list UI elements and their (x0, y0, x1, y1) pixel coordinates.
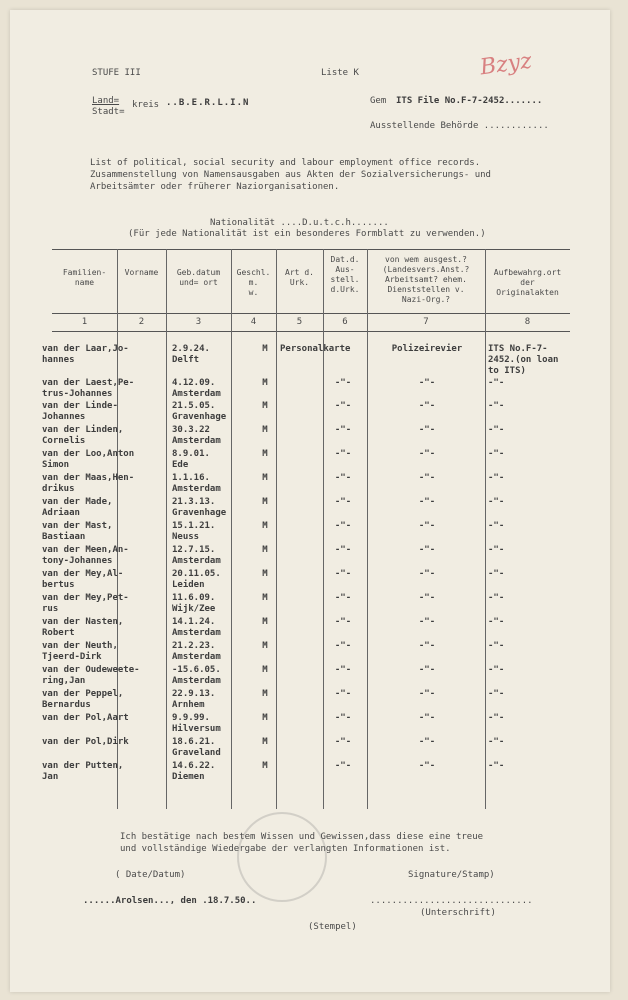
col-divider-7 (485, 249, 486, 809)
cell-name: van der Linden, Cornelis (42, 425, 124, 446)
col-header-ausgestellt: von wem ausgest.? (Landesvers.Anst.? Arbeitsamt? ehem. Dienststellen v. Nazi-Org.? (382, 255, 470, 304)
cell-date: -"- (334, 473, 352, 483)
cell-location: -"- (488, 641, 505, 651)
cell-location: -"- (488, 497, 505, 507)
confirm-line2: und vollständige Wiedergabe der verlangten Informationen ist. (120, 844, 451, 854)
title-line1: List of political, social security and labour employment office records. (90, 158, 481, 168)
cell-birth: 12.7.15. Amsterdam (172, 545, 221, 566)
cell-name: van der Laest,Pe- trus-Johannes (42, 378, 135, 399)
cell-sex: M (262, 593, 268, 603)
cell-birth: 14.6.22. Diemen (172, 761, 216, 782)
cell-issuer: -"- (418, 665, 436, 675)
cell-sex: M (262, 344, 268, 354)
table-top-rule (52, 249, 570, 250)
cell-birth: 18.6.21. Graveland (172, 737, 221, 758)
liste-label: Liste K (321, 68, 359, 78)
cell-date: -"- (334, 593, 352, 603)
cell-birth: 9.9.99. Hilversum (172, 713, 221, 734)
col-divider-6 (367, 249, 368, 809)
stufe-label: STUFE III (92, 68, 141, 78)
cell-birth: 30.3.22 Amsterdam (172, 425, 221, 446)
kreis-label: kreis (132, 100, 160, 110)
cell-name: van der Linde- Johannes (42, 401, 118, 422)
cell-birth: 21.2.23. Amsterdam (172, 641, 221, 662)
cell-issuer: -"- (418, 617, 436, 627)
col-header-geschlecht: Geschl. m. w. (236, 268, 271, 297)
nationality-label: Nationalität ....D.u.t.c.h....... (210, 218, 389, 228)
col-header-vorname: Vorname (124, 268, 159, 277)
cell-sex: M (262, 689, 268, 699)
cell-sex: M (262, 545, 268, 555)
cell-date: -"- (334, 689, 352, 699)
cell-name: van der Putten, Jan (42, 761, 124, 782)
cell-sex: M (262, 473, 268, 483)
cell-issuer: -"- (418, 473, 436, 483)
table-number-rule (52, 331, 570, 332)
stadt-label: Stadt= (92, 107, 125, 117)
cell-location: -"- (488, 473, 505, 483)
cell-location: -"- (488, 689, 505, 699)
col-header-familienname: Familien- name (62, 268, 107, 287)
cell-issuer: -"- (418, 425, 436, 435)
cell-sex: M (262, 449, 268, 459)
cell-name: van der Made, Adriaan (42, 497, 113, 518)
cell-birth: 15.1.21. Neuss (172, 521, 216, 542)
cell-sex: M (262, 497, 268, 507)
kreis-value: ..B.E.R.L.I.N (166, 98, 250, 108)
cell-location: ITS No.F-7- 2452.(on loan to ITS) (488, 344, 559, 376)
cell-date: -"- (334, 569, 352, 579)
cell-date: -"- (334, 713, 352, 723)
title-line3: Arbeitsämter oder früherer Naziorganisationen. (90, 182, 340, 192)
cell-birth: 1.1.16. Amsterdam (172, 473, 221, 494)
cell-date: -"- (334, 665, 352, 675)
cell-date: -"- (334, 401, 352, 411)
faded-stamp (237, 812, 327, 902)
cell-date: -"- (334, 449, 352, 459)
cell-date: -"- (334, 425, 352, 435)
cell-name: van der Mast, Bastiaan (42, 521, 113, 542)
cell-date: -"- (334, 497, 352, 507)
cell-birth: 11.6.09. Wijk/Zee (172, 593, 216, 614)
cell-issuer: -"- (418, 713, 436, 723)
cell-issuer: -"- (418, 689, 436, 699)
cell-art: Personalkarte (280, 344, 351, 354)
file-value: ITS File No.F-7-2452....... (396, 96, 543, 106)
cell-issuer: -"- (418, 545, 436, 555)
cell-name: van der Mey,Pet- rus (42, 593, 129, 614)
cell-issuer: -"- (418, 593, 436, 603)
cell-date: -"- (334, 378, 352, 388)
ausstellende-label: Ausstellende Behörde ............ (370, 121, 549, 131)
cell-name: van der Mey,Al- bertus (42, 569, 124, 590)
cell-name: van der Peppel, Bernardus (42, 689, 124, 710)
cell-issuer: -"- (418, 521, 436, 531)
col-divider-2 (166, 249, 167, 809)
cell-location: -"- (488, 665, 505, 675)
stempel-label: (Stempel) (308, 922, 357, 932)
col-number-3: 3 (195, 317, 202, 327)
handwritten-mark: Bzyz (478, 48, 534, 81)
cell-date: -"- (334, 545, 352, 555)
title-line2: Zusammenstellung von Namensausgaben aus Akten der Sozialversicherungs- und (90, 170, 491, 180)
cell-name: van der Loo,Anton Simon (42, 449, 135, 470)
col-number-5: 5 (296, 317, 303, 327)
cell-sex: M (262, 665, 268, 675)
cell-name: van der Meen,An- tony-Johannes (42, 545, 129, 566)
cell-sex: M (262, 761, 268, 771)
cell-name: van der Pol,Dirk (42, 737, 129, 747)
cell-birth: -15.6.05. Amsterdam (172, 665, 221, 686)
cell-location: -"- (488, 401, 505, 411)
col-header-aufbewahrung: Aufbewahrg.ort der Originalakten (493, 268, 562, 297)
cell-birth: 22.9.13. Arnhem (172, 689, 216, 710)
cell-location: -"- (488, 521, 505, 531)
cell-location: -"- (488, 545, 505, 555)
cell-name: van der Maas,Hen- drikus (42, 473, 135, 494)
cell-date: -"- (334, 737, 352, 747)
cell-location: -"- (488, 761, 505, 771)
cell-birth: 4.12.09. Amsterdam (172, 378, 221, 399)
cell-sex: M (262, 713, 268, 723)
signature-dots: .............................. (370, 896, 533, 906)
cell-issuer: -"- (418, 378, 436, 388)
place-date: ......Arolsen..., den .18.7.50.. (83, 896, 257, 906)
land-label: Land= (92, 96, 120, 106)
cell-issuer: -"- (418, 449, 436, 459)
date-label: ( Date/Datum) (115, 870, 186, 880)
col-divider-4 (276, 249, 277, 809)
cell-name: van der Laar,Jo- hannes (42, 344, 129, 365)
signature-label: Signature/Stamp) (408, 870, 495, 880)
cell-sex: M (262, 617, 268, 627)
col-number-4: 4 (250, 317, 257, 327)
document-page (10, 10, 610, 992)
cell-date: -"- (334, 641, 352, 651)
col-number-1: 1 (81, 317, 88, 327)
cell-issuer: -"- (418, 737, 436, 747)
cell-sex: M (262, 521, 268, 531)
cell-sex: M (262, 401, 268, 411)
cell-birth: 8.9.01. Ede (172, 449, 210, 470)
cell-location: -"- (488, 449, 505, 459)
cell-birth: 21.3.13. Gravenhage (172, 497, 227, 518)
confirm-line1: Ich bestätige nach bestem Wissen und Gewissen,dass diese eine treue (120, 832, 484, 842)
cell-name: van der Nasten, Robert (42, 617, 124, 638)
cell-location: -"- (488, 737, 505, 747)
col-header-datum: Dat.d. Aus- stell. d.Urk. (330, 255, 360, 294)
cell-sex: M (262, 569, 268, 579)
cell-date: -"- (334, 617, 352, 627)
cell-issuer: -"- (418, 569, 436, 579)
cell-location: -"- (488, 425, 505, 435)
col-number-6: 6 (342, 317, 348, 327)
col-header-geburt: Geb.datum und= ort (176, 268, 221, 287)
cell-location: -"- (488, 593, 505, 603)
col-number-2: 2 (138, 317, 145, 327)
unterschrift-label: (Unterschrift) (420, 908, 496, 918)
cell-location: -"- (488, 617, 505, 627)
cell-date: -"- (334, 761, 352, 771)
cell-name: van der Pol,Aart (42, 713, 129, 723)
cell-date: -"- (334, 521, 352, 531)
col-number-7: 7 (423, 317, 429, 327)
cell-birth: 21.5.05. Gravenhage (172, 401, 227, 422)
cell-sex: M (262, 641, 268, 651)
cell-location: -"- (488, 569, 505, 579)
col-number-8: 8 (524, 317, 531, 327)
cell-birth: 2.9.24. Delft (172, 344, 210, 365)
cell-issuer: -"- (418, 401, 436, 411)
cell-sex: M (262, 425, 268, 435)
table-header-rule (52, 313, 570, 314)
nationality-note: (Für jede Nationalität ist ein besonderes Formblatt zu verwenden.) (128, 229, 486, 239)
cell-name: van der Neuth, Tjeerd-Dirk (42, 641, 118, 662)
cell-issuer: -"- (418, 497, 436, 507)
cell-birth: 20.11.05. Leiden (172, 569, 221, 590)
cell-location: -"- (488, 378, 505, 388)
col-header-art: Art d. Urk. (285, 268, 314, 287)
cell-issuer: Polizeirevier (391, 344, 463, 354)
cell-issuer: -"- (418, 761, 436, 771)
cell-sex: M (262, 378, 268, 388)
cell-name: van der Oudeweete- ring,Jan (42, 665, 140, 686)
gemeinde-label: Gem (370, 96, 387, 106)
cell-issuer: -"- (418, 641, 436, 651)
cell-birth: 14.1.24. Amsterdam (172, 617, 221, 638)
cell-location: -"- (488, 713, 505, 723)
cell-sex: M (262, 737, 268, 747)
